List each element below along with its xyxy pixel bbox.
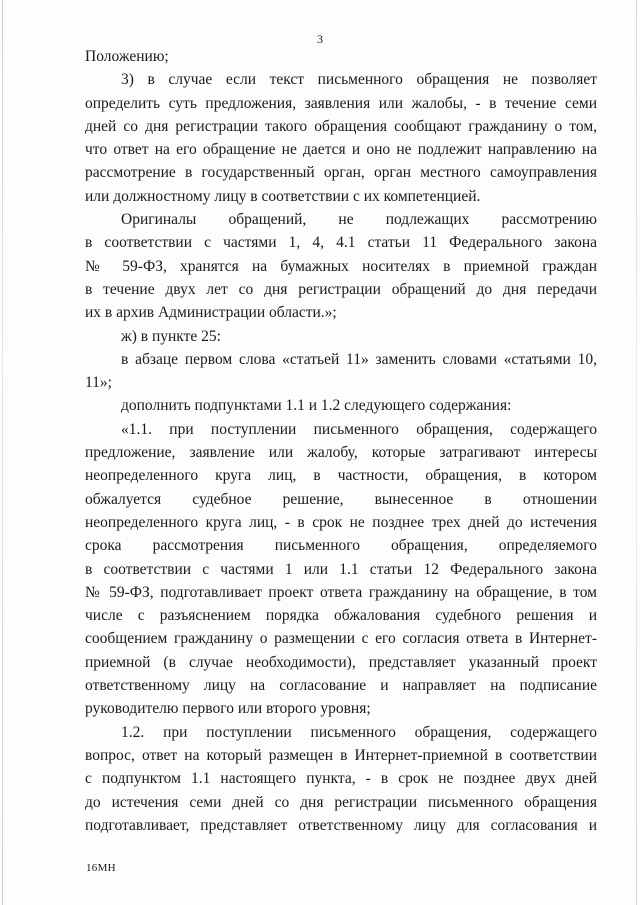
text-line: рассмотрение в государственный орган, орган местного самоуправления [85,164,597,182]
paragraph-first-abzac [85,348,597,395]
paragraph-item-zh [85,325,597,348]
text-line: 1.2. при поступлении письменного обращения, содержащего [121,723,597,741]
text-line: в соответствии с частями 1, 4, 4.1 статьи 11 Федерального закона [85,234,597,252]
text-line: № 59-ФЗ, хранятся на бумажных носителях в приемной граждан [85,257,597,275]
text-line: Оригиналы обращений, не подлежащих рассмотрению [121,211,597,229]
text-line: обжалуется судебное решение, вынесенное в отношении [85,490,597,508]
text-line: с подпунктом 1.1 настоящего пункта, - в срок не позднее двух дней [85,770,597,788]
text-line: Положению; [85,48,169,65]
text-line: числе с разъяснением порядка обжалования судебного решения и [85,607,597,625]
text-line: дней со дня регистрации такого обращения сообщают гражданину о том, [85,117,597,135]
text-line: предложение, заявление или жалобу, которые затрагивают интересы [85,444,597,462]
paragraph-supplement [85,394,597,417]
text-line: ответственному лицу на согласование и направляет на подписание [85,677,597,695]
paragraph-continuation [85,45,597,68]
text-line: их в архив Администрации области.»; [85,304,337,322]
text-line: в абзаце первом слова «статьей 11» заменить словами «статьями 10, [121,350,597,368]
text-line: 11»; [85,374,112,392]
text-line: вопрос, ответ на который размещен в Интернет-приемной в соответствии [85,746,597,764]
text-line: ж) в пункте 25: [121,327,221,345]
text-line: в соответствии с частями 1 или 1.1 статьи 12 Федерального закона [85,560,597,578]
text-line: срока рассмотрения письменного обращения, определяемого [85,537,597,555]
text-line: определить суть предложения, заявления или жалобы, - в течение семи [85,94,597,112]
paragraph-subitem-1-1 [85,418,597,721]
text-line: подготавливает, представляет ответственному лицу для согласования и [85,816,597,834]
text-line: дополнить подпунктами 1.1 и 1.2 следующего содержания: [121,397,512,415]
text-line: до истечения семи дней со дня регистрации письменного обращения [85,793,597,811]
paragraph-subitem-1-2 [85,721,597,837]
text-line: или должностному лицу в соответствии с их компетенцией. [85,187,481,205]
page-number: 3 [317,32,323,46]
paragraph-item-3 [85,68,597,208]
page-right-edge [636,0,637,905]
text-line: в течение двух лет со дня регистрации обращений до дня передачи [85,280,597,298]
text-line: № 59-ФЗ, подготавливает проект ответа гражданину на обращение, в том [85,583,597,601]
text-line: 3) в случае если текст письменного обращения не позволяет [121,71,597,89]
text-line: «1.1. при поступлении письменного обращения, содержащего [121,420,597,438]
page-left-edge [2,0,3,905]
text-line: сообщением гражданину о размещении с его согласия ответа в Интернет- [85,630,597,648]
text-line: приемной (в случае необходимости), представляет указанный проект [85,653,597,671]
text-line: неопределенного круга лиц, - в срок не позднее трех дней до истечения [85,513,597,531]
text-line: неопределенного круга лиц, в частности, обращения, в котором [85,467,597,485]
document-code: 16МН [86,862,116,874]
text-line: что ответ на его обращение не дается и оно не подлежит направлению на [85,141,597,159]
document-body [85,45,597,837]
paragraph-originals [85,208,597,324]
text-line: руководителю первого или второго уровня; [85,700,371,718]
